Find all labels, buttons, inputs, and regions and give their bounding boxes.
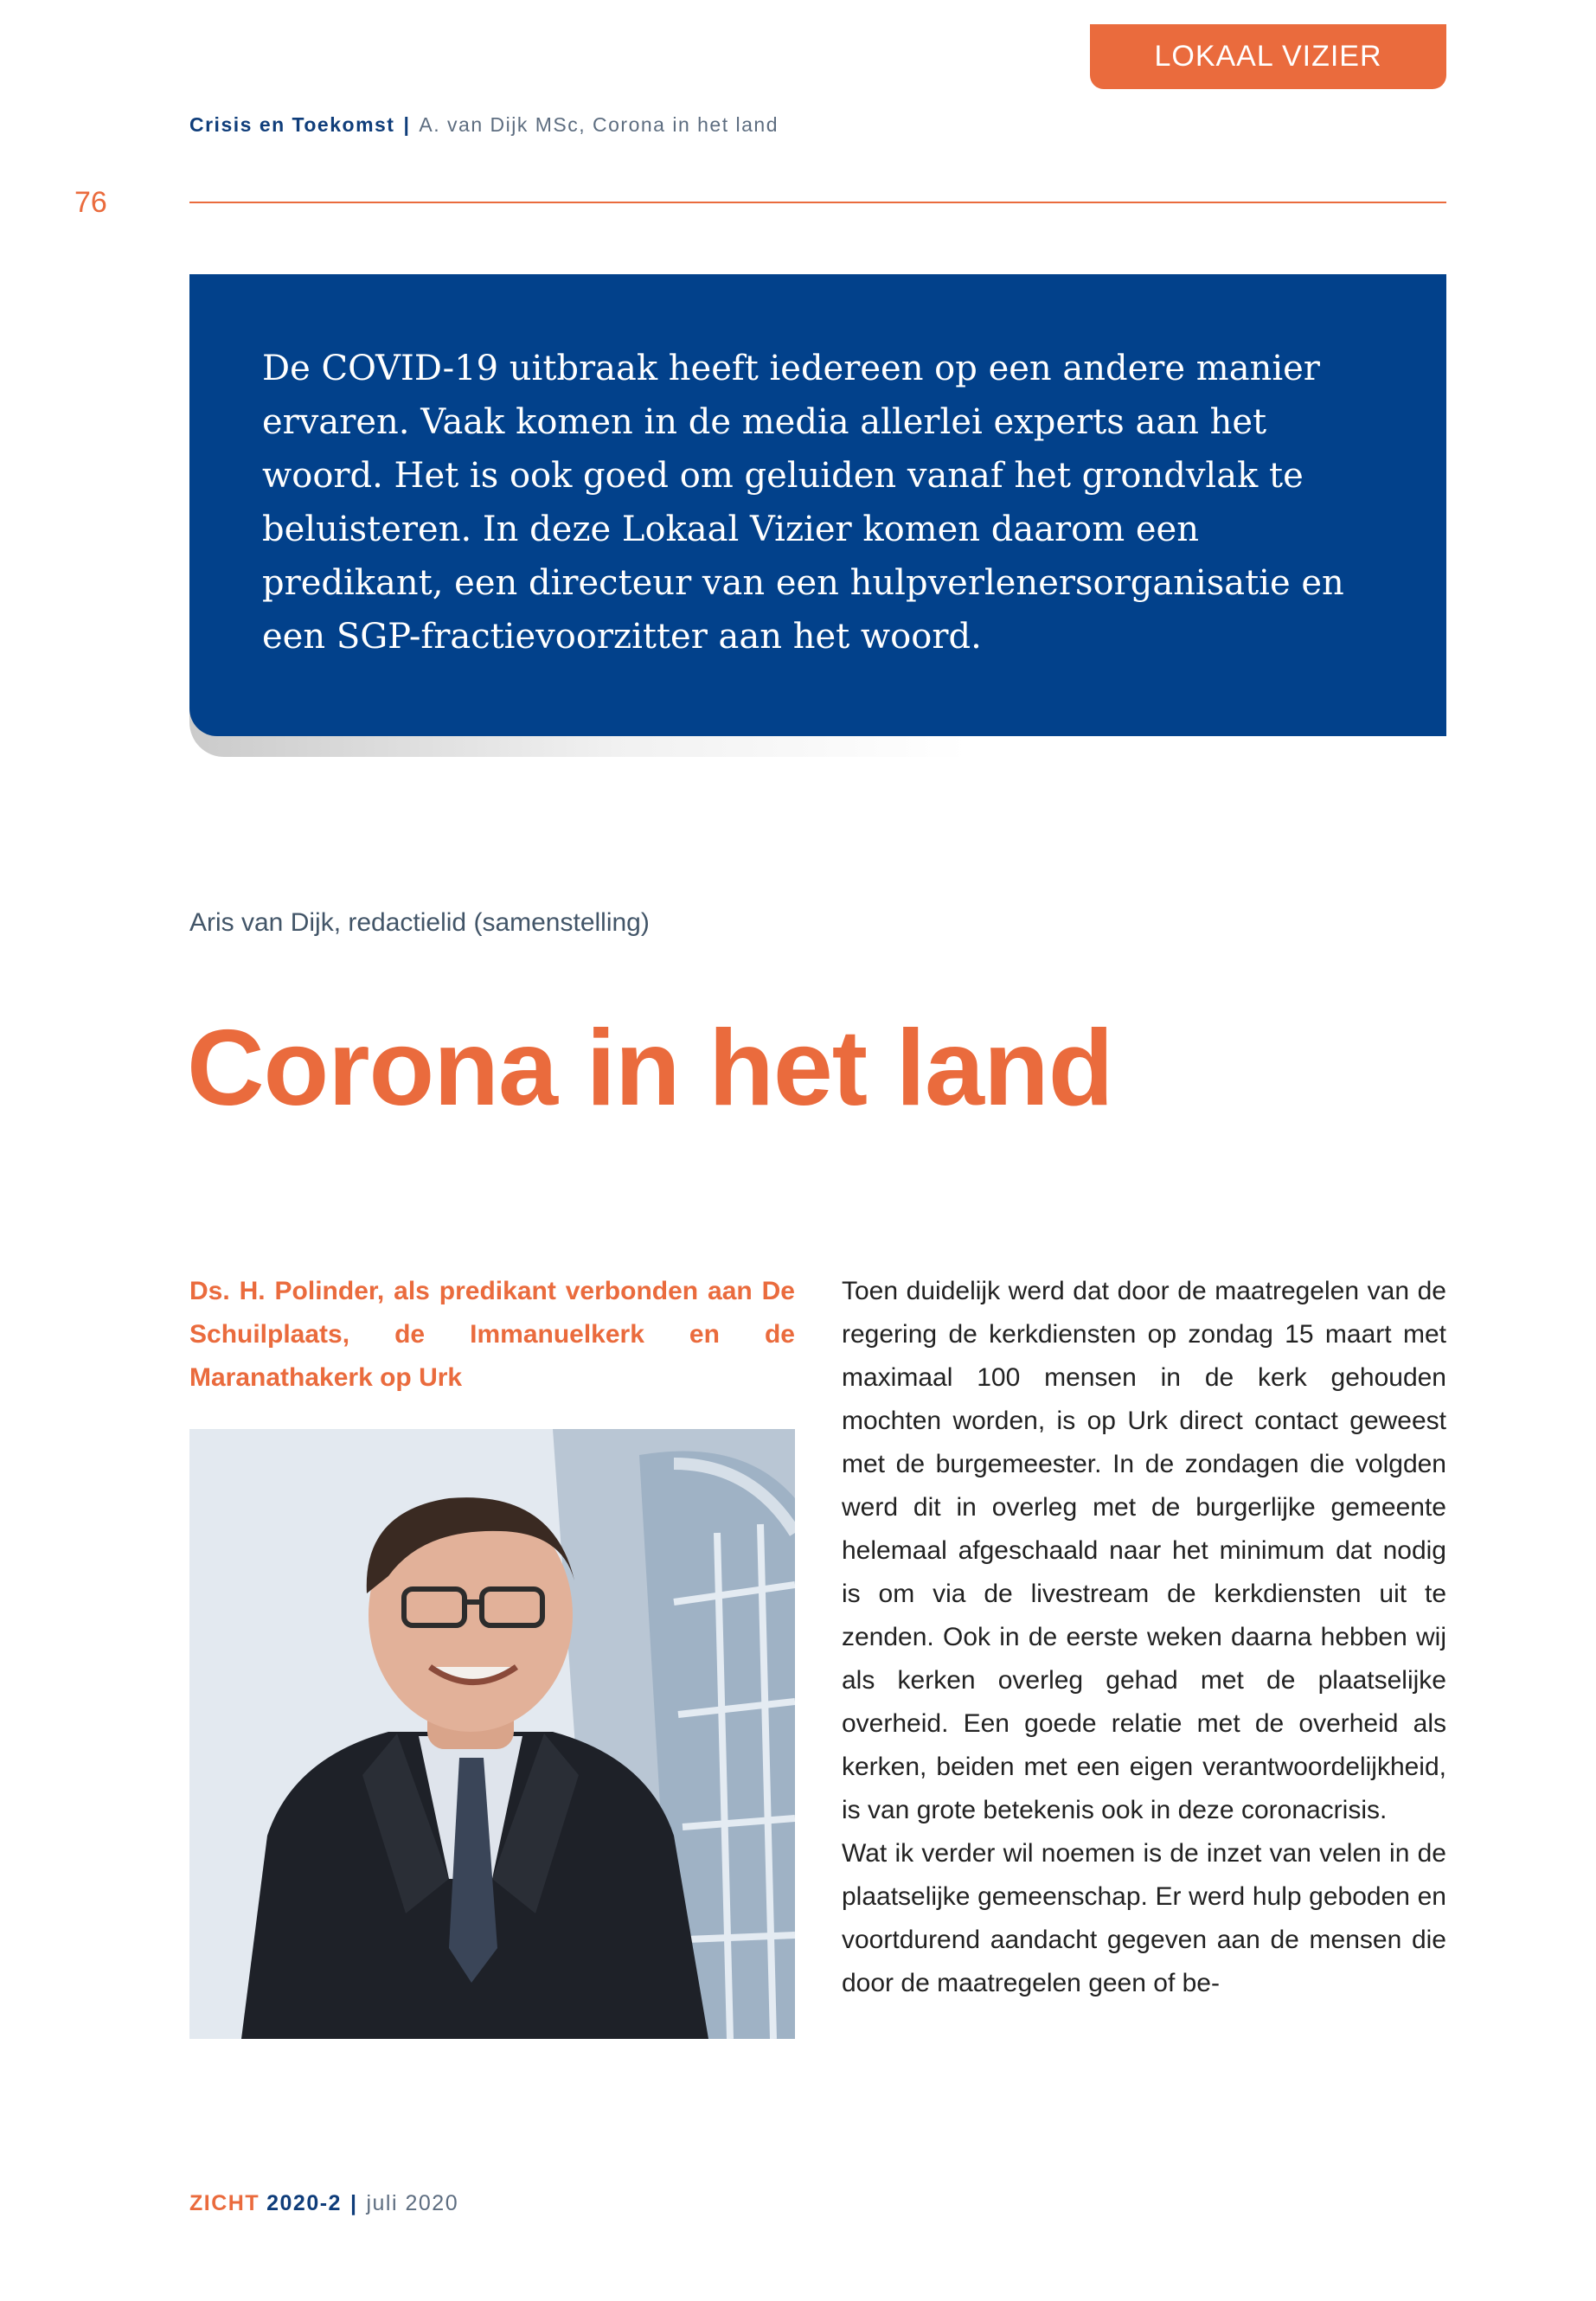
article-reference: A. van Dijk MSc, Corona in het land [419,113,779,136]
intro-text: De COVID-19 uitbraak heeft iedereen op een andere manier ervaren. Vaak komen in de media allerlei experts aan het woord. Het is ook goed om geluiden vanaf het grondvlak te beluisteren. In deze Lokaal Vizier komen daarom een predikant, een directeur van een hulpverlenersorganisatie en een SGP-fractievoorzitter aan het woord. [262,349,1344,657]
intro-box [189,274,1446,736]
footer [189,2191,458,2216]
issue-number: 2020-2 [266,2191,342,2215]
body-paragraph: Wat ik verder wil noemen is de inzet van velen in de plaatselijke gemeenschap. Er werd hulp geboden en voortdurend aandacht gegeven aan de mensen die door de maatregelen geen of be- [842,1839,1446,1997]
running-head-separator: | [403,113,411,136]
body-paragraph: Toen duidelijk werd dat door de maatregelen van de regering de kerkdiensten op zondag 15 maart met maximaal 100 mensen in de kerk gehouden mochten worden, is op Urk direct contact geweest met de burgemeester. In de zondagen die volgden werd dit in overleg met de burgerlijke gemeente helemaal afgeschaald naar het minimum dat nodig is om via de livestream de kerkdiensten uit te zenden. Ook in de eerste weken daarna hebben wij als kerken overleg gehad met de plaatselijke overheid. Een goede relatie met de overheid als kerken, beiden met een eigen verantwoordelijkheid, is van grote betekenis ook in deze coronacrisis. [842,1277,1446,1824]
byline: Aris van Dijk, redactielid (samenstelling) [189,908,650,937]
article-body [842,1270,1446,2005]
issue-date: juli 2020 [366,2191,459,2215]
footer-separator: | [349,2191,358,2215]
magazine-name: ZICHT [189,2191,260,2215]
running-head [189,113,779,137]
section-tab-label: LOKAAL VIZIER [1154,40,1382,73]
series-title: Crisis en Toekomst [189,113,395,136]
portrait-illustration [189,1429,795,2039]
page-number: 76 [74,186,107,219]
portrait-photo [189,1429,795,2039]
section-tab [1090,24,1446,89]
portrait-caption: Ds. H. Polinder, als predikant verbonden aan De Schuilplaats, de Immanuelkerk en de Maranathakerk op Urk [189,1277,795,1392]
article-title: Corona in het land [187,1009,1113,1128]
header-divider [189,202,1446,203]
